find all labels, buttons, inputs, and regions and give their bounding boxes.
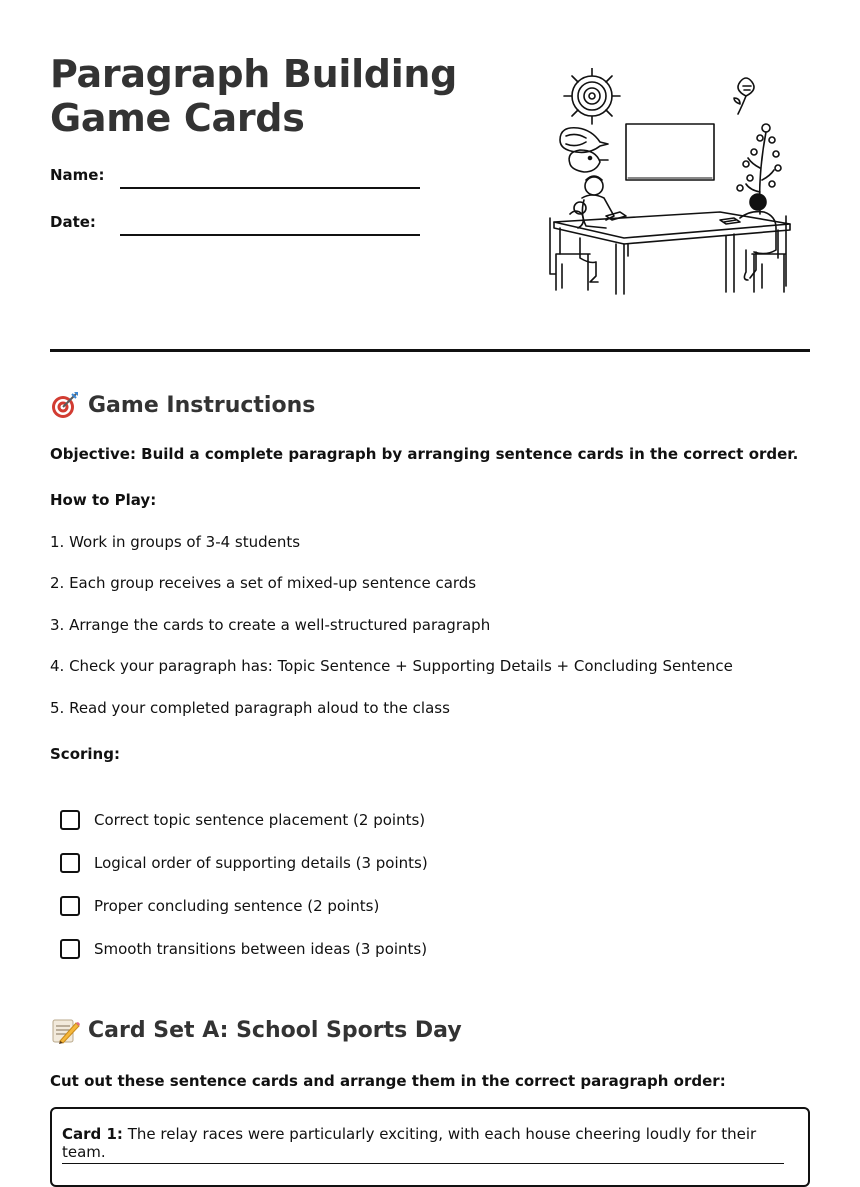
sentence-card-1[interactable] bbox=[50, 1107, 810, 1187]
card-sentence bbox=[62, 1125, 784, 1164]
scoring-checkbox-3[interactable] bbox=[60, 896, 80, 916]
card-set-a-heading-text: Card Set A: School Sports Day bbox=[88, 1017, 462, 1043]
card-set-a-heading bbox=[50, 1015, 462, 1045]
date-label: Date: bbox=[50, 213, 96, 231]
scoring-label: Scoring: bbox=[50, 745, 120, 763]
scoring-item bbox=[60, 939, 427, 959]
child-right-icon bbox=[724, 194, 776, 280]
card-set-a-subtitle: Cut out these sentence cards and arrange them in the correct paragraph order: bbox=[50, 1072, 726, 1090]
name-field[interactable] bbox=[120, 187, 420, 189]
how-to-play-label: How to Play: bbox=[50, 491, 157, 509]
scoring-item-label: Smooth transitions between ideas (3 points) bbox=[94, 940, 428, 958]
step-5: 5. Read your completed paragraph aloud to the class bbox=[50, 699, 450, 717]
date-field[interactable] bbox=[120, 234, 420, 236]
card-text: The relay races were particularly exciting, with each house cheering loudly for their team. bbox=[62, 1125, 757, 1161]
step-1: 1. Work in groups of 3-4 students bbox=[50, 533, 301, 551]
bird-icon bbox=[560, 128, 608, 172]
title-line-2: Game Cards bbox=[50, 96, 305, 140]
step-4: 4. Check your paragraph has: Topic Sentence + Supporting Details + Concluding Sentence bbox=[50, 657, 733, 675]
title-line-1: Paragraph Building bbox=[50, 52, 458, 96]
instructions-heading bbox=[50, 390, 315, 420]
memo-pencil-icon bbox=[50, 1015, 80, 1045]
scoring-item bbox=[60, 853, 428, 873]
scoring-item-label: Logical order of supporting details (3 points) bbox=[94, 854, 428, 872]
card-label: Card 1: bbox=[62, 1125, 123, 1143]
objective-text: Objective: Build a complete paragraph by arranging sentence cards in the correct order. bbox=[50, 445, 799, 463]
step-2: 2. Each group receives a set of mixed-up sentence cards bbox=[50, 574, 477, 592]
header-divider bbox=[50, 349, 810, 352]
scoring-item-label: Proper concluding sentence (2 points) bbox=[94, 897, 380, 915]
scoring-checkbox-1[interactable] bbox=[60, 810, 80, 830]
name-label: Name: bbox=[50, 166, 105, 184]
paper-left bbox=[606, 212, 626, 220]
scoring-item-label: Correct topic sentence placement (2 points) bbox=[94, 811, 426, 829]
scoring-item bbox=[60, 896, 379, 916]
page-title bbox=[50, 52, 457, 140]
target-dart-icon bbox=[50, 390, 80, 420]
scoring-checkbox-2[interactable] bbox=[60, 853, 80, 873]
step-3: 3. Arrange the cards to create a well-structured paragraph bbox=[50, 616, 491, 634]
whiteboard-shape bbox=[626, 124, 714, 180]
flower-icon bbox=[734, 78, 754, 114]
instructions-heading-text: Game Instructions bbox=[88, 392, 316, 418]
scoring-checkbox-4[interactable] bbox=[60, 939, 80, 959]
scoring-item bbox=[60, 810, 425, 830]
spiral-sun-icon bbox=[564, 68, 620, 124]
classroom-illustration bbox=[540, 68, 800, 300]
